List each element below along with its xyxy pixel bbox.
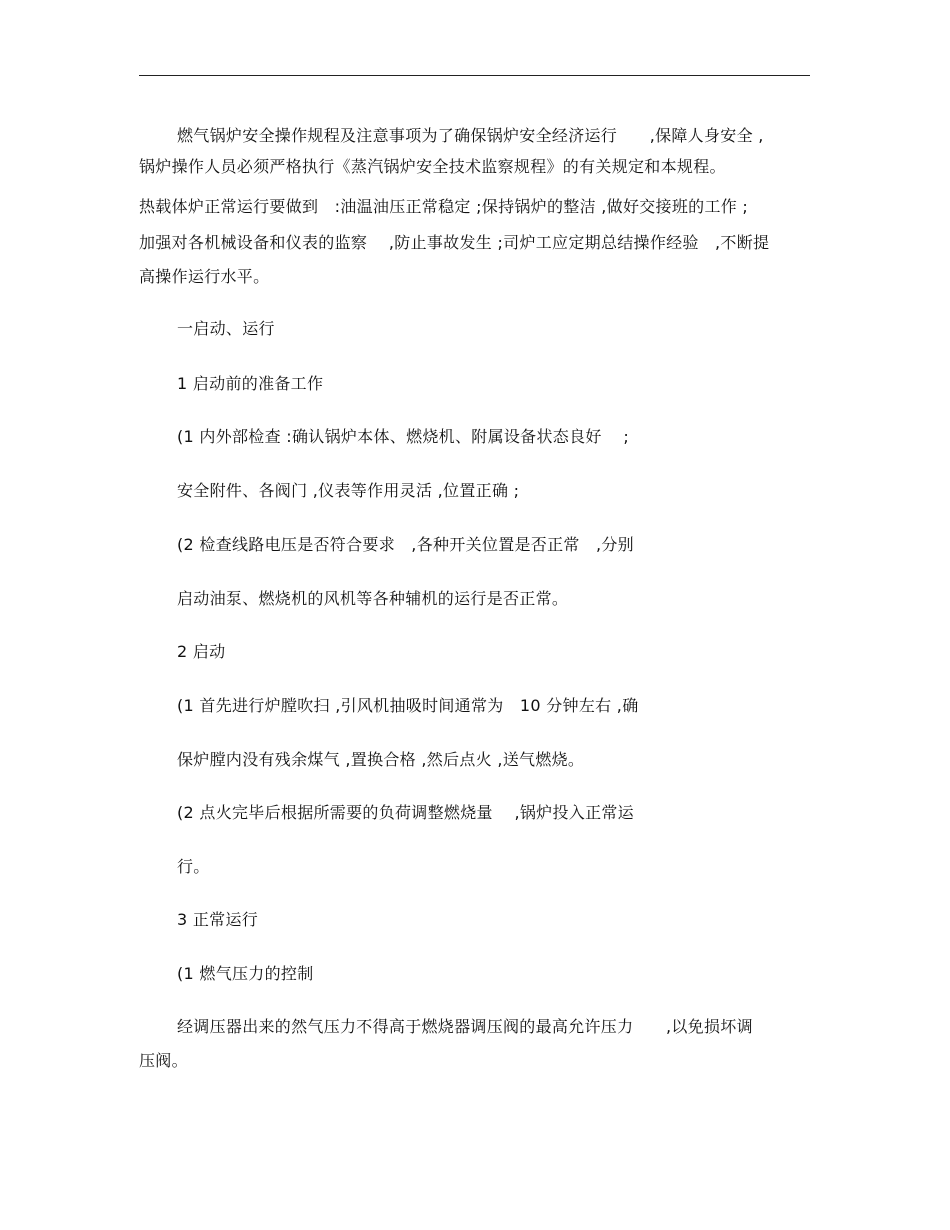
paragraph-intro-line-3: 热载体炉正常运行要做到 :油温油压正常稳定 ;保持锅炉的整洁 ,做好交接班的工作 ; xyxy=(139,197,749,216)
subsection-heading-1: 1 启动前的准备工作 xyxy=(177,374,324,393)
item-4-line-2: 行。 xyxy=(177,857,210,876)
item-3-line-2: 保炉膛内没有残余煤气 ,置换合格 ,然后点火 ,送气燃烧。 xyxy=(177,750,585,769)
paragraph-intro-line-4: 加强对各机械设备和仪表的监察 ,防止事故发生 ;司炉工应定期总结操作经验 ,不断提 xyxy=(139,233,770,252)
item-5-heading: (1 燃气压力的控制 xyxy=(177,964,314,983)
paragraph-intro-line-2: 锅炉操作人员必须严格执行《蒸汽锅炉安全技术监察规程》的有关规定和本规程。 xyxy=(139,157,726,176)
item-3-line-1: (1 首先进行炉膛吹扫 ,引风机抽吸时间通常为 10 分钟左右 ,确 xyxy=(177,696,639,715)
item-5-line-1: 经调压器出来的然气压力不得高于燃烧器调压阀的最高允许压力 ,以免损坏调 xyxy=(177,1017,753,1036)
item-4-line-1: (2 点火完毕后根据所需要的负荷调整燃烧量 ,锅炉投入正常运 xyxy=(177,803,634,822)
item-2-line-2: 启动油泵、燃烧机的风机等各种辅机的运行是否正常。 xyxy=(177,589,569,608)
subsection-heading-2: 2 启动 xyxy=(177,642,226,661)
item-1-line-2: 安全附件、各阀门 ,仪表等作用灵活 ,位置正确 ; xyxy=(177,481,520,500)
item-1-line-1: (1 内外部检查 :确认锅炉本体、燃烧机、附属设备状态良好 ; xyxy=(177,427,630,446)
paragraph-intro-line-1: 燃气锅炉安全操作规程及注意事项为了确保锅炉安全经济运行 ,保障人身安全 , xyxy=(177,126,764,145)
item-2-line-1: (2 检查线路电压是否符合要求 ,各种开关位置是否正常 ,分别 xyxy=(177,535,634,554)
subsection-heading-3: 3 正常运行 xyxy=(177,910,259,929)
paragraph-intro-line-5: 高操作运行水平。 xyxy=(139,267,270,286)
item-5-line-2: 压阀。 xyxy=(139,1051,188,1070)
header-rule xyxy=(139,75,810,76)
section-heading: 一启动、运行 xyxy=(177,319,275,338)
